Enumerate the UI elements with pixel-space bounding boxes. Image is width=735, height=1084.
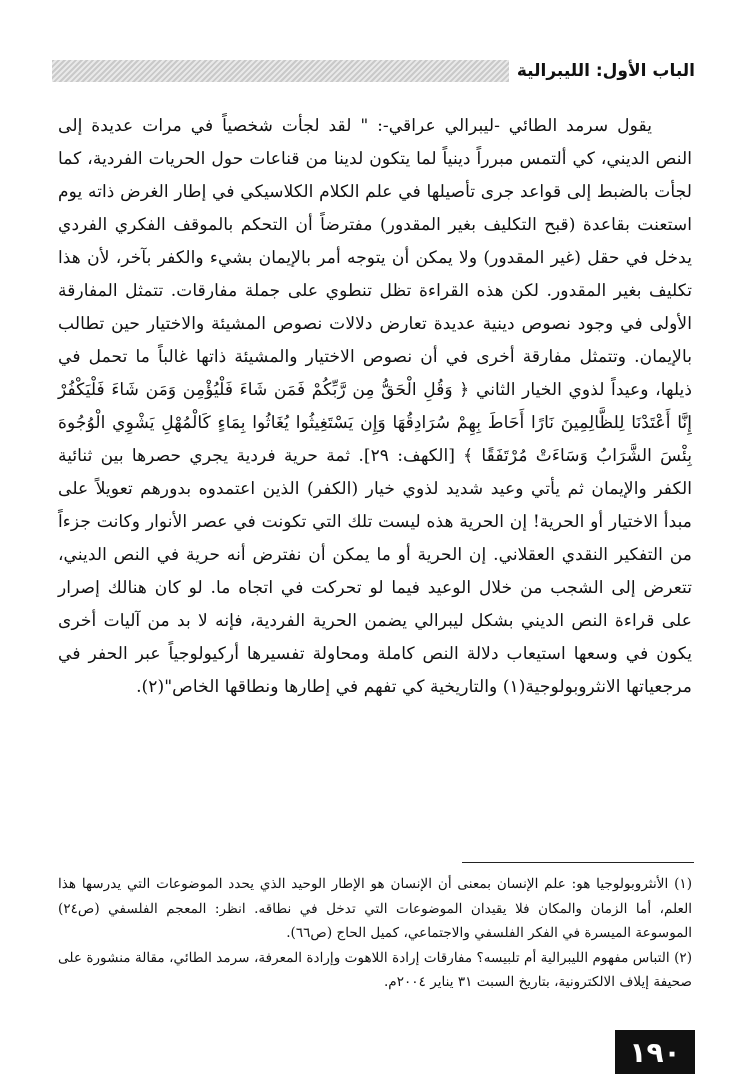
page-number: ١٩٠ xyxy=(615,1030,695,1074)
footnotes xyxy=(58,872,692,995)
footnote-separator xyxy=(462,862,694,863)
footnote-2: (٢) التباس مفهوم الليبرالية أم تلبيسه؟ مفارقات إرادة اللاهوت وإرادة المعرفة، سرمد الطائي، مقالة منشورة على صحيفة إيلاف الالكترونية، بتاريخ السبت ٣١ يناير ٢٠٠٤م. xyxy=(58,949,692,990)
body-paragraph: يقول سرمد الطائي -ليبرالي عراقي-: " لقد لجأت شخصياً في مرات عديدة إلى النص الديني، كي ألتمس مبرراً دينياً لما يتكون لدينا من قناعات حول الحريات الفردية، كما لجأت بالضبط إلى قواعد جرى تأصيلها في علم الكلام الكلاسيكي في إطار الغرض ذاته يوم استعنت بقاعدة (قبح التكليف بغير المقدور) مفترضاً أن التحكم بالموقف الفكري الفردي يدخل في حقل (غير المقدور) ولا يمكن أن يتوجه أمر بالإيمان بشيء والكفر بآخر، لأن هذا تكليف بغير المقدور. لكن هذه القراءة تظل تنطوي على جملة مفارقات. تتمثل المفارقة الأولى في وجود نصوص دينية عديدة تعارض دلالات نصوص المشيئة والاختيار حين تطالب بالإيمان. وتتمثل مفارقة أخرى في أن نصوص الاختيار والمشيئة ذاتها غالباً ما تحمل في ذيلها، وعيداً لذوي الخيار الثاني ﴿ وَقُلِ الْحَقُّ مِن رَّبِّكُمْ فَمَن شَاءَ فَلْيُؤْمِن وَمَن شَاءَ فَلْيَكْفُرْ إِنَّا أَعْتَدْنَا لِلظَّالِمِينَ نَارًا أَحَاطَ بِهِمْ سُرَادِقُهَا وَإِن يَسْتَغِيثُوا يُغَاثُوا بِمَاءٍ كَالْمُهْلِ يَشْوِي الْوُجُوهَ بِئْسَ الشَّرَابُ وَسَاءَتْ مُرْتَفَقًا ﴾ [الكهف: ٢٩]. ثمة حرية فردية يجري حصرها بين ثنائية الكفر والإيمان ثم يأتي وعيد شديد لذوي خيار (الكفر) الذين اعتمدوه بدورهم تعويلاً على مبدأ الاختيار أو الحرية! إن الحرية هذه ليست تلك التي تكونت في عصر الأنوار وكانت جزءاً من التفكير النقدي العقلاني. إن الحرية أو ما يمكن أن نفترض أنه حرية في النص الديني، تتعرض إلى الشجب من خلال الوعيد فيما لو تحركت في اتجاه ما. لو كان هنالك إصرار على قراءة النص الديني بشكل ليبرالي يضمن الحرية الفردية، فإنه لا بد من آليات أخرى يكون في وسعها استيعاب دلالة النص كاملة ومحاولة تفسيرها أركيولوجياً عبر الحفر في مرجعياتها الانثروبولوجية(١) والتاريخية كي تفهم في إطارها ونطاقها الخاص"(٢). xyxy=(58,116,692,697)
main-text xyxy=(58,110,692,704)
footnote-1: (١) الأنثروبولوجيا هو: علم الإنسان بمعنى أن الإنسان هو الإطار الوحيد الذي يحدد الموضوعات التي يدرسها هذا العلم، أما الزمان والمكان فلا يقيدان الموضوعات التي تدخل في نطاقه. انظر: المعجم الفلسفي (ص٢٤) الموسوعة الميسرة في الفكر الفلسفي والاجتماعي، كميل الحاج (ص٦٦). xyxy=(58,876,692,941)
header-decorative-band xyxy=(52,60,509,82)
chapter-title: الباب الأول: الليبرالية xyxy=(516,61,695,81)
running-header xyxy=(52,58,695,84)
